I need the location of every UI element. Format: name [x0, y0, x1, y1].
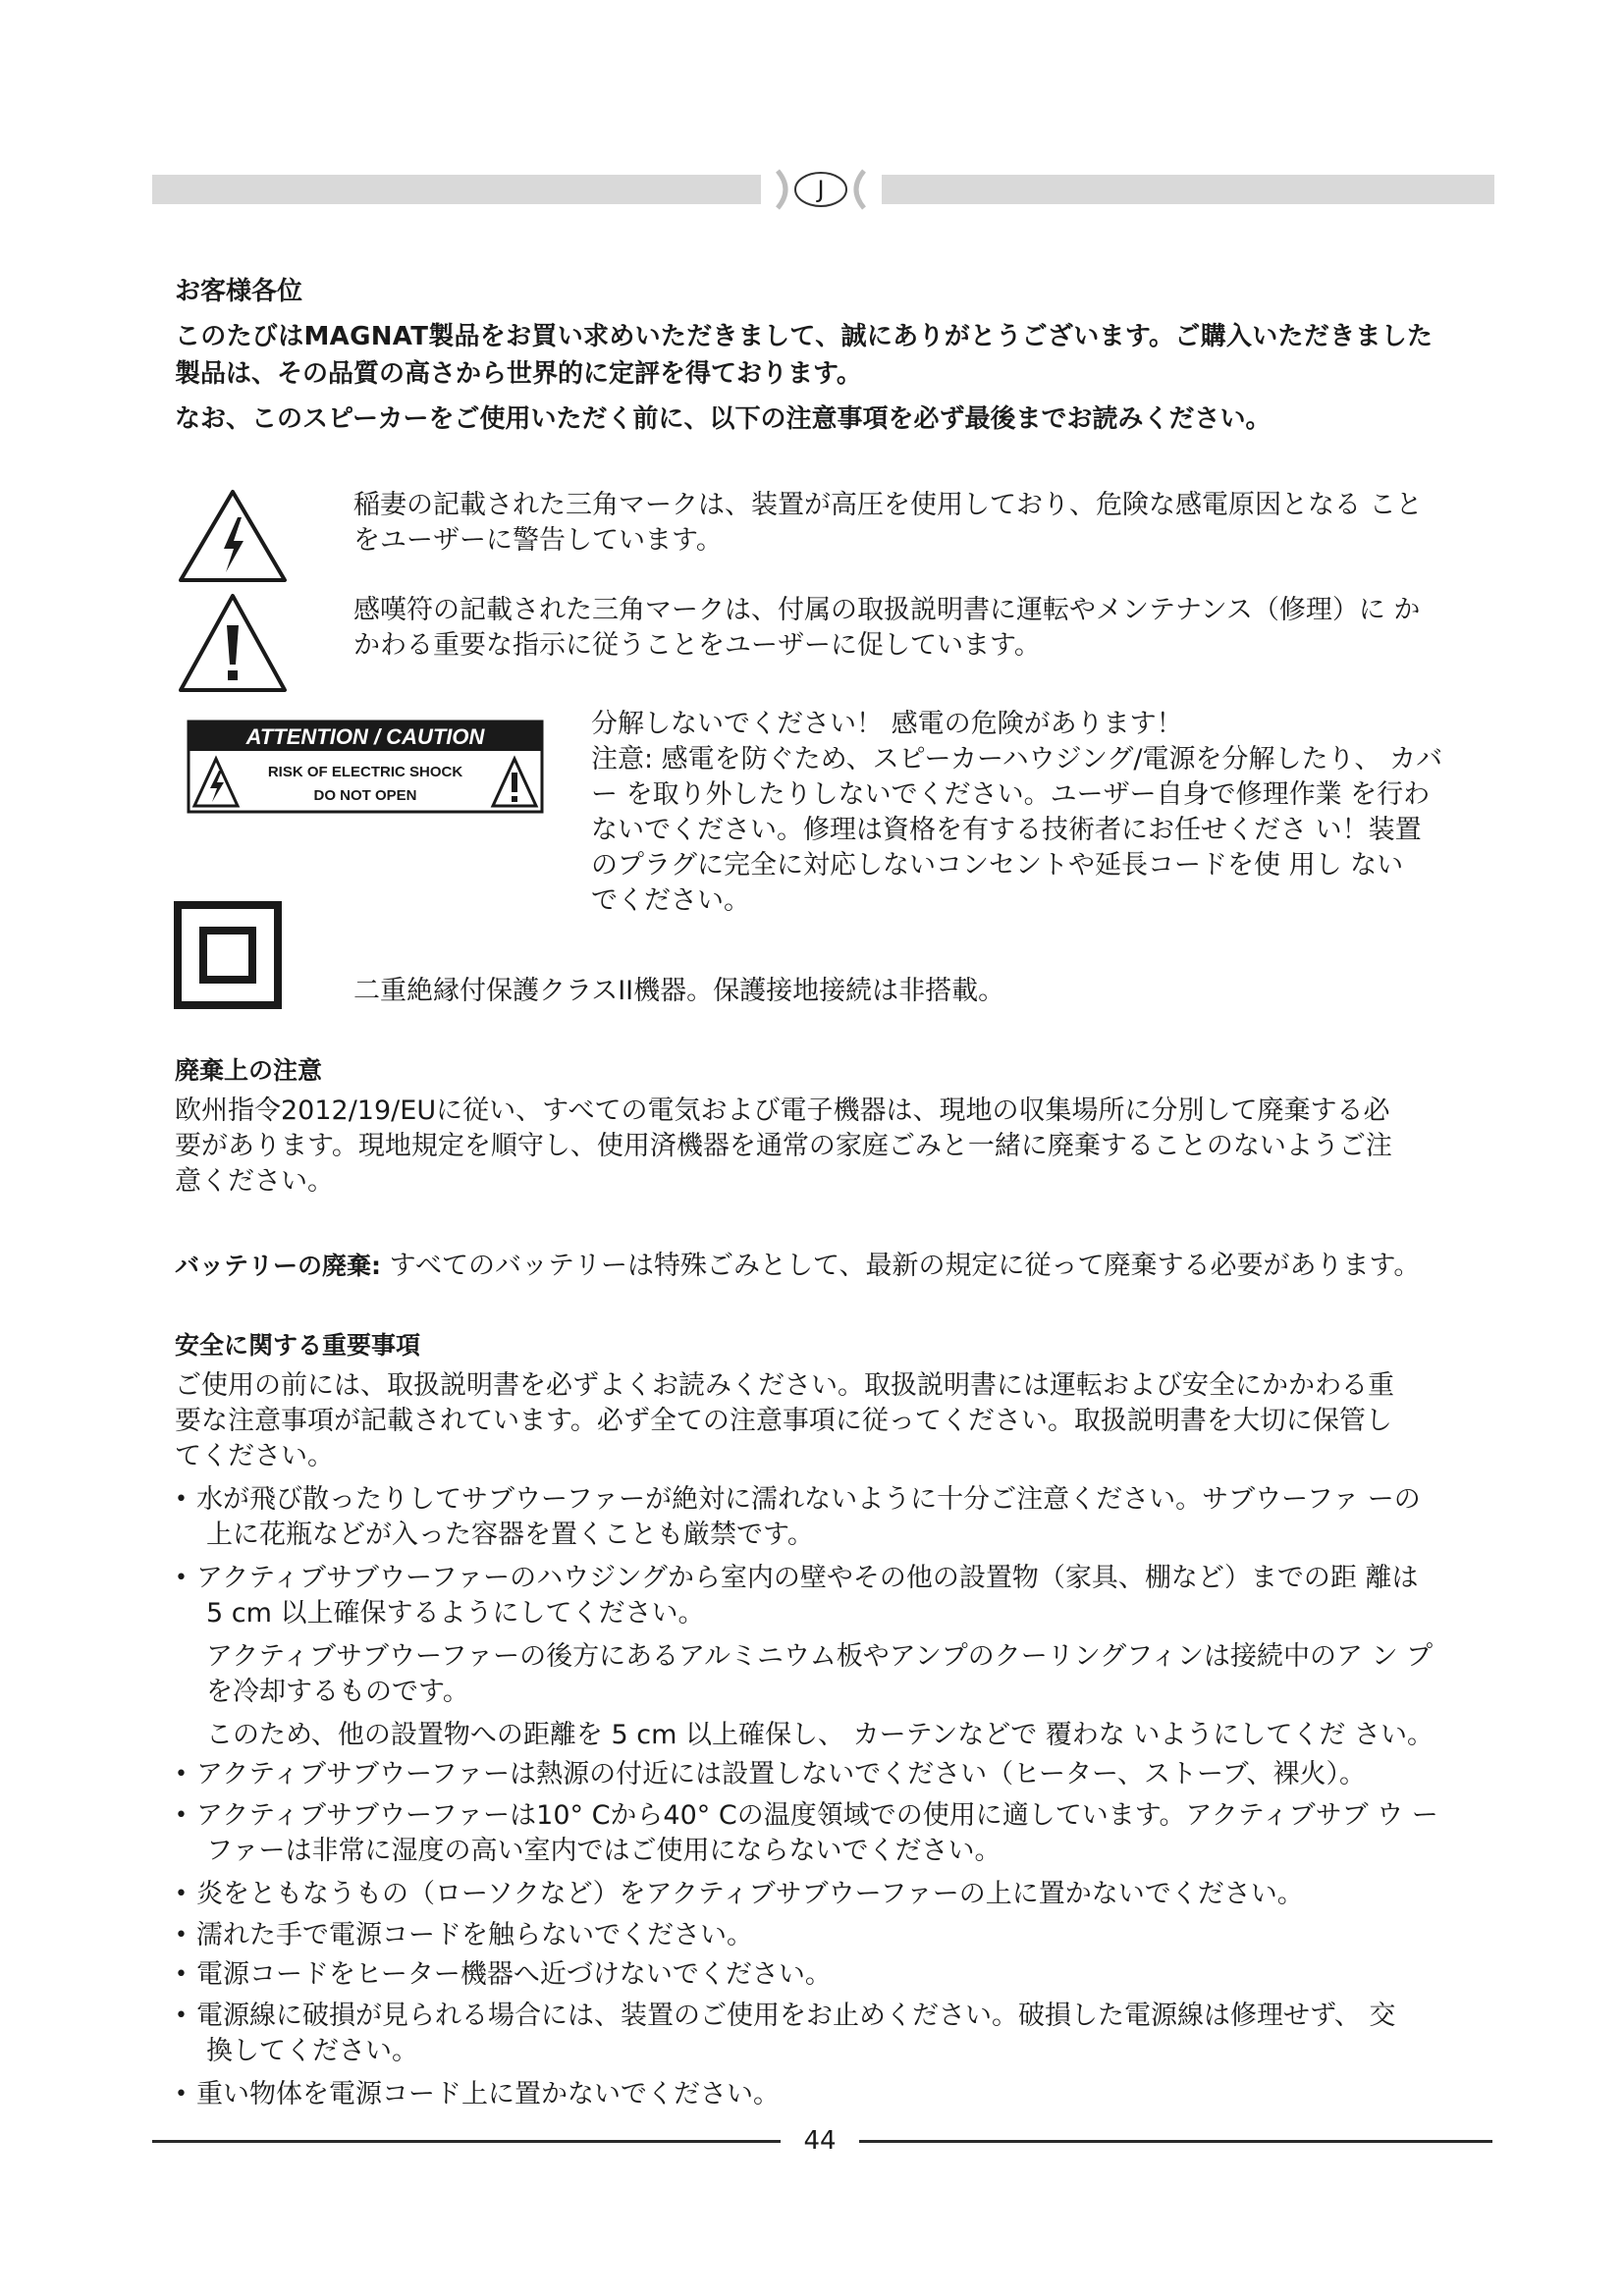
disposal-line-1: 欧州指令2012/19/EUに従い、すべての電気および電子機器は、現地の収集場所に分別して廃棄する必 [175, 1095, 1390, 1126]
caution-text-line-6: でください。 [591, 885, 750, 916]
safety-intro-line-2: 要な注意事項が記載されています。必ず全ての注意事項に従ってください。取扱説明書を大切に保管し [175, 1406, 1392, 1436]
bullet-marker: • [175, 1803, 188, 1828]
bullet-6-line-1: 濡れた手で電源コードを触らないでください。 [196, 1920, 753, 1950]
bullet-2-line-1: アクティブサブウーファーのハウジングから室内の壁やその他の設置物（家具、棚など）までの距 離は [196, 1563, 1419, 1593]
bullet-7-line-1: 電源コードをヒーター機器へ近づけないでください。 [196, 1959, 832, 1990]
header-bar-left [152, 175, 761, 204]
bullet-marker: • [175, 1762, 188, 1787]
safety-intro-line-1: ご使用の前には、取扱説明書を必ずよくお読みください。取扱説明書には運転および安全にかかわる重 [175, 1370, 1394, 1401]
lightning-text-line-2: をユーザーに警告しています。 [353, 525, 723, 556]
bullet-2-line-2: 5 cm 以上確保するようにしてください。 [206, 1598, 705, 1629]
language-label: J [817, 176, 825, 203]
caution-label-title: ATTENTION / CAUTION [245, 724, 485, 749]
bullet-marker: • [175, 1962, 188, 1987]
caution-text-line-5: のプラグに完全に対応しないコンセントや延長コードを使 用し ない [591, 850, 1404, 881]
bullet-2-line-3: アクティブサブウーファーの後方にあるアルミニウム板やアンプのクーリングフィンは接続中のア ン プ [206, 1641, 1434, 1672]
salutation: お客様各位 [175, 277, 303, 306]
intro-line-1: このたびはMAGNAT製品をお買い求めいただきまして、誠にありがとうございます。ご購入いただきました [175, 322, 1434, 351]
bullet-marker: • [175, 1882, 188, 1906]
page-number: 44 [803, 2126, 837, 2156]
caution-text-line-3: ー を取り外したりしないでください。ユーザー自身で修理作業 を行わ [591, 779, 1431, 810]
caution-text-line-4: ないでください。修理は資格を有する技術者にお任せくださ い！装置 [591, 815, 1422, 845]
bullet-8-line-2: 換してください。 [206, 2036, 418, 2066]
safety-heading: 安全に関する重要事項 [175, 1331, 421, 1360]
bullet-2-line-5: このため、他の設置物への距離を 5 cm 以上確保し、 カーテンなどで 覆わな いようにしてくだ さい。 [206, 1720, 1434, 1750]
disposal-line-2: 要があります。現地規定を順守し、使用済機器を通常の家庭ごみと一緒に廃棄することのないようご注 [175, 1131, 1392, 1161]
bullet-9-line-1: 重い物体を電源コード上に置かないでください。 [196, 2079, 780, 2109]
intro-line-2: 製品は、その品質の高さから世界的に定評を得ております。 [175, 359, 862, 389]
battery-disposal-text: すべてのバッテリーは特殊ごみとして、最新の規定に従って廃棄する必要があります。 [381, 1251, 1421, 1281]
caution-label-icon [187, 720, 544, 814]
lightning-text-line-1: 稲妻の記載された三角マークは、装置が高圧を使用しており、危険な感電原因となる こと [353, 490, 1423, 520]
footer-rule-left [152, 2140, 781, 2143]
bullet-4-line-1: アクティブサブウーファーは10° Cから40° Cの温度領域での使用に適しています。アクティブサブ ウ ー [196, 1800, 1438, 1831]
battery-disposal [175, 1249, 1420, 1284]
caution-text-line-2: 注意: 感電を防ぐため、スピーカーハウジング/電源を分解したり、 カバ [591, 744, 1443, 774]
bullet-marker: • [175, 2003, 188, 2028]
exclamation-text-line-1: 感嘆符の記載された三角マークは、付属の取扱説明書に運転やメンテナンス（修理）に か [353, 595, 1421, 625]
bullet-marker: • [175, 1487, 188, 1512]
bullet-4-line-2: ファーは非常に湿度の高い室内ではご使用にならないでください。 [206, 1836, 1001, 1866]
exclamation-text-line-2: かわる重要な指示に従うことをユーザーに促しています。 [353, 630, 1041, 661]
lightning-warning-icon [177, 488, 289, 584]
footer-rule-right [859, 2140, 1492, 2143]
caution-text-line-1: 分解しないでください！ 感電の危険があります！ [591, 709, 1183, 739]
caution-label-sub-2: DO NOT OPEN [313, 787, 417, 804]
double-insulation-icon [174, 901, 282, 1009]
bullet-1-line-2: 上に花瓶などが入った容器を置くことも厳禁です。 [206, 1520, 814, 1550]
bullet-3-line-1: アクティブサブウーファーは熱源の付近には設置しないでください（ヒーター、ストーブ、裸火）。 [196, 1759, 1366, 1789]
bullet-marker: • [175, 2082, 188, 2107]
battery-disposal-label: バッテリーの廃棄: [175, 1252, 381, 1280]
disposal-heading: 廃棄上の注意 [175, 1056, 323, 1085]
bullet-8-line-1: 電源線に破損が見られる場合には、装置のご使用をお止めください。破損した電源線は修理せず、 交 [196, 2001, 1396, 2031]
disposal-line-3: 意ください。 [175, 1166, 334, 1197]
caution-label-sub-1: RISK OF ELECTRIC SHOCK [267, 764, 463, 780]
bullet-1-line-1: 水が飛び散ったりしてサブウーファーが絶対に濡れないように十分ご注意ください。サブウーファ ーの [196, 1484, 1421, 1515]
safety-intro-line-3: てください。 [175, 1441, 334, 1471]
bullet-marker: • [175, 1566, 188, 1590]
bullet-marker: • [175, 1923, 188, 1948]
intro-line-3: なお、このスピーカーをご使用いただく前に、以下の注意事項を必ず最後までお読みください。 [175, 404, 1272, 434]
bullet-5-line-1: 炎をともなうもの（ローソクなど）をアクティブサブウーファーの上に置かないでください。 [196, 1879, 1304, 1909]
class2-text: 二重絶縁付保護クラスII機器。保護接地接続は非搭載。 [353, 976, 1005, 1006]
bullet-2-line-4: を冷却するものです。 [206, 1677, 469, 1707]
header-bar-right [882, 175, 1494, 204]
exclamation-warning-icon [177, 592, 289, 694]
